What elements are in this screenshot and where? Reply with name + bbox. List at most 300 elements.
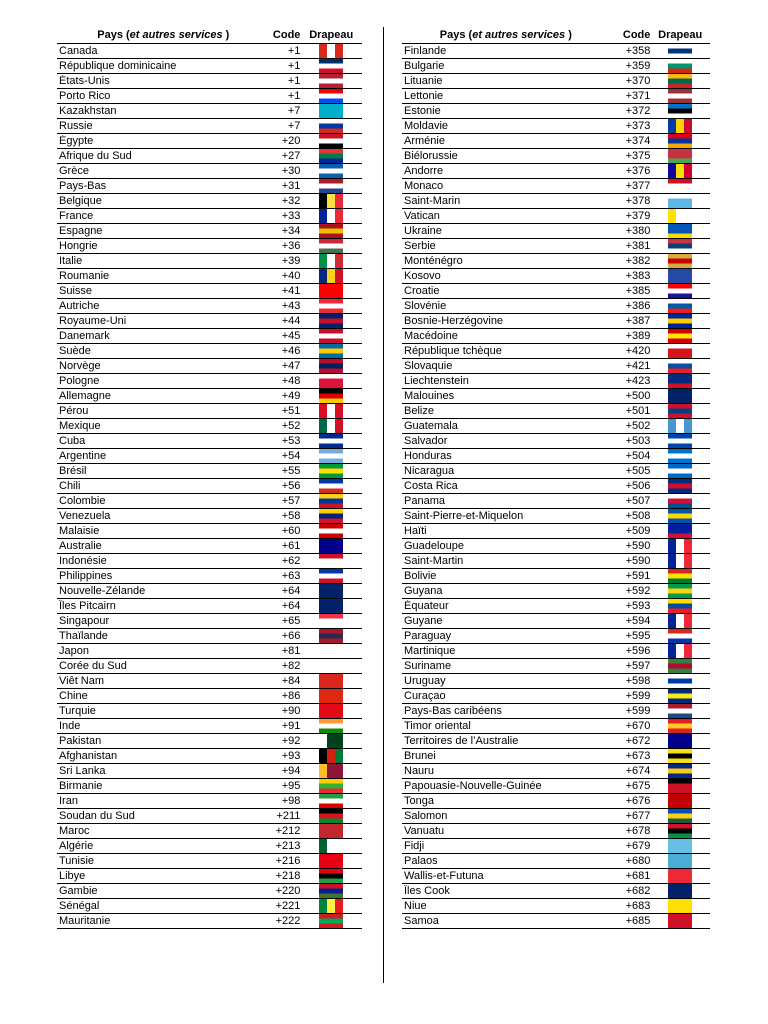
table-row xyxy=(402,554,710,569)
table-row xyxy=(402,194,710,209)
flag-icon xyxy=(319,224,343,238)
country-name: Malouines xyxy=(404,390,455,402)
country-name: Costa Rica xyxy=(404,480,458,492)
dial-code: +591 xyxy=(625,570,651,582)
flag-icon xyxy=(319,884,343,898)
table-row xyxy=(57,104,362,119)
flag-icon xyxy=(668,104,692,118)
flag-icon xyxy=(319,734,343,748)
table-row xyxy=(57,524,362,539)
dial-code: +81 xyxy=(281,645,301,657)
dial-code: +1 xyxy=(287,90,301,102)
table-row xyxy=(57,59,362,74)
table-row xyxy=(57,554,362,569)
country-name: Roumanie xyxy=(59,270,110,282)
flag-icon xyxy=(319,59,343,73)
table-row xyxy=(57,704,362,719)
flag-cell xyxy=(300,209,362,223)
flag-icon xyxy=(668,44,692,58)
country-name: Slovénie xyxy=(404,300,447,312)
table-row xyxy=(57,659,362,674)
country-name: Estonie xyxy=(404,105,441,117)
flag-icon xyxy=(319,314,343,328)
flag-cell xyxy=(300,674,362,688)
dial-code: +672 xyxy=(625,735,651,747)
flag-icon xyxy=(319,194,343,208)
dial-code: +27 xyxy=(281,150,301,162)
flag-cell xyxy=(300,104,362,118)
table-row xyxy=(57,734,362,749)
flag-icon xyxy=(319,839,343,853)
flag-cell xyxy=(650,284,710,298)
dial-code: +593 xyxy=(625,600,651,612)
table-row xyxy=(57,314,362,329)
country-name: Mauritanie xyxy=(59,915,111,927)
flag-icon xyxy=(668,644,692,658)
flag-icon xyxy=(319,329,343,343)
table-row xyxy=(57,419,362,434)
country-name: Algérie xyxy=(59,840,94,852)
country-name: Slovaquie xyxy=(404,360,453,372)
table-row xyxy=(57,614,362,629)
flag-cell xyxy=(300,449,362,463)
dial-code: +90 xyxy=(281,705,301,717)
dial-code: +65 xyxy=(281,615,301,627)
dial-code: +212 xyxy=(275,825,301,837)
flag-cell xyxy=(650,479,710,493)
country-name: Turquie xyxy=(59,705,96,717)
flag-icon xyxy=(668,179,692,193)
table-row xyxy=(402,779,710,794)
table-row xyxy=(57,479,362,494)
flag-cell xyxy=(300,884,362,898)
dial-code: +60 xyxy=(281,525,301,537)
table-row xyxy=(57,239,362,254)
flag-icon xyxy=(319,149,343,163)
flag-cell xyxy=(650,119,710,133)
table-row xyxy=(57,584,362,599)
flag-icon xyxy=(668,614,692,628)
country-name: Libye xyxy=(59,870,86,882)
flag-cell xyxy=(650,389,710,403)
dial-code: +597 xyxy=(625,660,651,672)
dial-code: +94 xyxy=(281,765,301,777)
table-row xyxy=(402,809,710,824)
country-name: Belgique xyxy=(59,195,102,207)
dial-code: +420 xyxy=(625,345,651,357)
country-name: Norvège xyxy=(59,360,101,372)
table-row xyxy=(402,524,710,539)
dial-code: +375 xyxy=(625,150,651,162)
table-row xyxy=(57,854,362,869)
country-name: Arménie xyxy=(404,135,445,147)
country-name: Îles Cook xyxy=(404,885,450,897)
country-name: Uruguay xyxy=(404,675,446,687)
country-name: Croatie xyxy=(404,285,440,297)
flag-icon xyxy=(668,779,692,793)
flag-icon xyxy=(319,584,343,598)
country-name: États-Unis xyxy=(59,75,110,87)
flag-icon xyxy=(319,389,343,403)
table-row xyxy=(402,764,710,779)
country-name: Canada xyxy=(59,45,98,57)
table-row xyxy=(57,839,362,854)
flag-cell xyxy=(300,239,362,253)
table-row xyxy=(402,794,710,809)
country-name: Saint-Marin xyxy=(404,195,461,207)
table-row xyxy=(402,134,710,149)
country-name: Venezuela xyxy=(59,510,111,522)
table-row xyxy=(57,629,362,644)
dial-code: +682 xyxy=(625,885,651,897)
country-header: Pays (et autres services ) xyxy=(97,29,230,41)
flag-icon xyxy=(668,524,692,538)
flag-icon xyxy=(668,899,692,913)
dial-code: +216 xyxy=(275,855,301,867)
flag-icon xyxy=(319,104,343,118)
country-name: Salomon xyxy=(404,810,448,822)
country-name: Palaos xyxy=(404,855,438,867)
flag-icon xyxy=(319,419,343,433)
flag-icon xyxy=(668,89,692,103)
country-name: Tunisie xyxy=(59,855,95,867)
dial-code: +371 xyxy=(625,90,651,102)
table-row xyxy=(402,914,710,929)
dial-code: +596 xyxy=(625,645,651,657)
country-name: Porto Rico xyxy=(59,90,111,102)
flag-icon xyxy=(319,494,343,508)
flag-icon xyxy=(668,374,692,388)
dial-code: +502 xyxy=(625,420,651,432)
table-row xyxy=(402,899,710,914)
flag-icon xyxy=(319,374,343,388)
flag-cell xyxy=(300,734,362,748)
flag-cell xyxy=(650,224,710,238)
country-name: Ukraine xyxy=(404,225,442,237)
dial-code: +599 xyxy=(625,690,651,702)
flag-icon xyxy=(319,869,343,883)
flag-icon xyxy=(319,284,343,298)
dial-code: +55 xyxy=(281,465,301,477)
table-row xyxy=(57,869,362,884)
dial-code: +376 xyxy=(625,165,651,177)
table-row xyxy=(57,404,362,419)
flag-icon xyxy=(319,344,343,358)
table-row xyxy=(402,539,710,554)
country-name: Colombie xyxy=(59,495,106,507)
country-name: Australie xyxy=(59,540,102,552)
dial-code: +500 xyxy=(625,390,651,402)
flag-cell xyxy=(300,584,362,598)
flag-icon xyxy=(319,404,343,418)
country-name: Suède xyxy=(59,345,91,357)
flag-cell xyxy=(650,404,710,418)
table-row xyxy=(402,359,710,374)
country-name: Honduras xyxy=(404,450,452,462)
dial-code: +95 xyxy=(281,780,301,792)
dial-code: +590 xyxy=(625,540,651,552)
country-name: République dominicaine xyxy=(59,60,177,72)
flag-cell xyxy=(650,734,710,748)
table-row xyxy=(57,179,362,194)
flag-cell xyxy=(300,524,362,538)
flag-cell xyxy=(300,704,362,718)
flag-cell xyxy=(300,314,362,328)
country-name: Paraguay xyxy=(404,630,452,642)
dial-code: +385 xyxy=(625,285,651,297)
flag-cell xyxy=(650,629,710,643)
flag-icon xyxy=(668,269,692,283)
dial-code: +595 xyxy=(625,630,651,642)
dial-code: +377 xyxy=(625,180,651,192)
country-name: Belize xyxy=(404,405,434,417)
flag-icon xyxy=(668,539,692,553)
dial-code: +36 xyxy=(281,240,301,252)
table-row xyxy=(57,119,362,134)
country-name: Nicaragua xyxy=(404,465,455,477)
country-name: Inde xyxy=(59,720,81,732)
dial-code: +372 xyxy=(625,105,651,117)
flag-cell xyxy=(300,329,362,343)
flag-icon xyxy=(668,284,692,298)
flag-icon xyxy=(319,674,343,688)
flag-icon xyxy=(668,569,692,583)
table-row xyxy=(57,164,362,179)
table-row xyxy=(402,434,710,449)
dial-code: +43 xyxy=(281,300,301,312)
dial-code: +40 xyxy=(281,270,301,282)
flag-cell xyxy=(300,779,362,793)
flag-icon xyxy=(319,719,343,733)
flag-icon xyxy=(319,509,343,523)
flag-cell xyxy=(650,464,710,478)
table-row xyxy=(57,389,362,404)
flag-cell xyxy=(650,314,710,328)
dial-code: +92 xyxy=(281,735,301,747)
country-name: Royaume-Uni xyxy=(59,315,127,327)
flag-icon xyxy=(319,434,343,448)
flag-icon xyxy=(319,539,343,553)
table-row xyxy=(402,854,710,869)
flag-icon xyxy=(319,659,343,673)
dial-code: +506 xyxy=(625,480,651,492)
dial-code: +373 xyxy=(625,120,651,132)
country-name: Danemark xyxy=(59,330,110,342)
country-name: Iran xyxy=(59,795,78,807)
flag-cell xyxy=(300,44,362,58)
flag-cell xyxy=(650,884,710,898)
table-row xyxy=(402,164,710,179)
flag-cell xyxy=(650,269,710,283)
flag-icon xyxy=(668,869,692,883)
dial-code: +221 xyxy=(275,900,301,912)
flag-cell xyxy=(650,194,710,208)
country-name: Niue xyxy=(404,900,427,912)
flag-icon xyxy=(319,74,343,88)
flag-icon xyxy=(668,299,692,313)
table-row xyxy=(402,584,710,599)
flag-icon xyxy=(319,464,343,478)
table-row xyxy=(57,134,362,149)
country-name: Monaco xyxy=(404,180,444,192)
flag-icon xyxy=(319,164,343,178)
country-name: République tchèque xyxy=(404,345,502,357)
flag-cell xyxy=(300,899,362,913)
country-name: Vatican xyxy=(404,210,440,222)
flag-icon xyxy=(668,479,692,493)
country-name: Autriche xyxy=(59,300,100,312)
flag-icon xyxy=(668,509,692,523)
dial-code: +39 xyxy=(281,255,301,267)
country-name: Serbie xyxy=(404,240,436,252)
country-name: Philippines xyxy=(59,570,113,582)
flag-cell xyxy=(300,284,362,298)
table-row xyxy=(57,674,362,689)
dial-code: +44 xyxy=(281,315,301,327)
left-table xyxy=(57,27,362,929)
country-name: Malaisie xyxy=(59,525,100,537)
table-row xyxy=(402,869,710,884)
flag-cell xyxy=(300,509,362,523)
country-name: Gambie xyxy=(59,885,98,897)
country-name: Grèce xyxy=(59,165,89,177)
flag-cell xyxy=(650,614,710,628)
table-row xyxy=(402,659,710,674)
table-row xyxy=(57,809,362,824)
flag-cell xyxy=(300,854,362,868)
flag-icon xyxy=(668,434,692,448)
dial-code: +1 xyxy=(287,60,301,72)
flag-cell xyxy=(300,644,362,658)
flag-cell xyxy=(300,869,362,883)
flag-icon xyxy=(668,659,692,673)
table-row xyxy=(402,224,710,239)
dial-code: +683 xyxy=(625,900,651,912)
dial-code: +31 xyxy=(281,180,301,192)
country-name: Liechtenstein xyxy=(404,375,469,387)
country-name: Macédoine xyxy=(404,330,458,342)
flag-cell xyxy=(300,89,362,103)
flag-cell xyxy=(650,914,710,928)
flag-cell xyxy=(650,419,710,433)
dial-code: +48 xyxy=(281,375,301,387)
flag-cell xyxy=(650,704,710,718)
country-name: Allemagne xyxy=(59,390,111,402)
flag-cell xyxy=(650,134,710,148)
flag-cell xyxy=(300,134,362,148)
table-row xyxy=(57,599,362,614)
flag-header: Drapeau xyxy=(309,29,354,41)
flag-icon xyxy=(319,794,343,808)
table-row xyxy=(57,194,362,209)
flag-cell xyxy=(300,119,362,133)
dial-code: +213 xyxy=(275,840,301,852)
country-name: Timor oriental xyxy=(404,720,471,732)
table-row xyxy=(57,329,362,344)
flag-icon xyxy=(668,449,692,463)
table-header xyxy=(402,27,710,44)
flag-icon xyxy=(319,689,343,703)
flag-cell xyxy=(300,764,362,778)
table-row xyxy=(57,689,362,704)
flag-icon xyxy=(668,254,692,268)
flag-cell xyxy=(650,434,710,448)
flag-cell xyxy=(300,194,362,208)
country-name: Kazakhstan xyxy=(59,105,117,117)
flag-icon xyxy=(319,914,343,928)
table-header xyxy=(57,27,362,44)
table-row xyxy=(57,74,362,89)
country-name: Guyane xyxy=(404,615,443,627)
dial-code: +222 xyxy=(275,915,301,927)
dial-code: +382 xyxy=(625,255,651,267)
country-name: Pays-Bas caribéens xyxy=(404,705,502,717)
flag-icon xyxy=(668,884,692,898)
country-name: Viêt Nam xyxy=(59,675,105,687)
table-row xyxy=(402,74,710,89)
table-row xyxy=(402,374,710,389)
flag-cell xyxy=(650,869,710,883)
country-name: Chine xyxy=(59,690,88,702)
dial-code: +33 xyxy=(281,210,301,222)
flag-cell xyxy=(650,89,710,103)
dial-code: +381 xyxy=(625,240,651,252)
country-name: Pakistan xyxy=(59,735,102,747)
flag-cell xyxy=(300,434,362,448)
flag-icon xyxy=(319,89,343,103)
flag-cell xyxy=(650,749,710,763)
dial-code: +592 xyxy=(625,585,651,597)
dial-code: +678 xyxy=(625,825,651,837)
dial-code: +507 xyxy=(625,495,651,507)
flag-icon xyxy=(319,629,343,643)
country-name: Nouvelle-Zélande xyxy=(59,585,146,597)
dial-code: +91 xyxy=(281,720,301,732)
table-row xyxy=(402,269,710,284)
table-row xyxy=(402,644,710,659)
country-name: Guyana xyxy=(404,585,443,597)
dial-code: +370 xyxy=(625,75,651,87)
dial-code: +423 xyxy=(625,375,651,387)
flag-icon xyxy=(319,569,343,583)
table-row xyxy=(57,794,362,809)
dial-code: +46 xyxy=(281,345,301,357)
table-row xyxy=(402,449,710,464)
dial-code: +503 xyxy=(625,435,651,447)
flag-icon xyxy=(319,359,343,373)
country-name: Îles Pitcairn xyxy=(59,600,116,612)
flag-cell xyxy=(650,554,710,568)
country-name: Martinique xyxy=(404,645,456,657)
flag-icon xyxy=(319,899,343,913)
table-row xyxy=(57,914,362,929)
table-row xyxy=(402,329,710,344)
flag-cell xyxy=(650,839,710,853)
flag-icon xyxy=(668,824,692,838)
dial-code: +32 xyxy=(281,195,301,207)
table-row xyxy=(57,209,362,224)
country-name: Suisse xyxy=(59,285,93,297)
flag-cell xyxy=(650,599,710,613)
table-row xyxy=(402,149,710,164)
table-row xyxy=(402,569,710,584)
flag-icon xyxy=(319,554,343,568)
flag-cell xyxy=(650,764,710,778)
flag-cell xyxy=(650,104,710,118)
country-name: Haïti xyxy=(404,525,427,537)
country-name: Panama xyxy=(404,495,445,507)
flag-cell xyxy=(300,359,362,373)
